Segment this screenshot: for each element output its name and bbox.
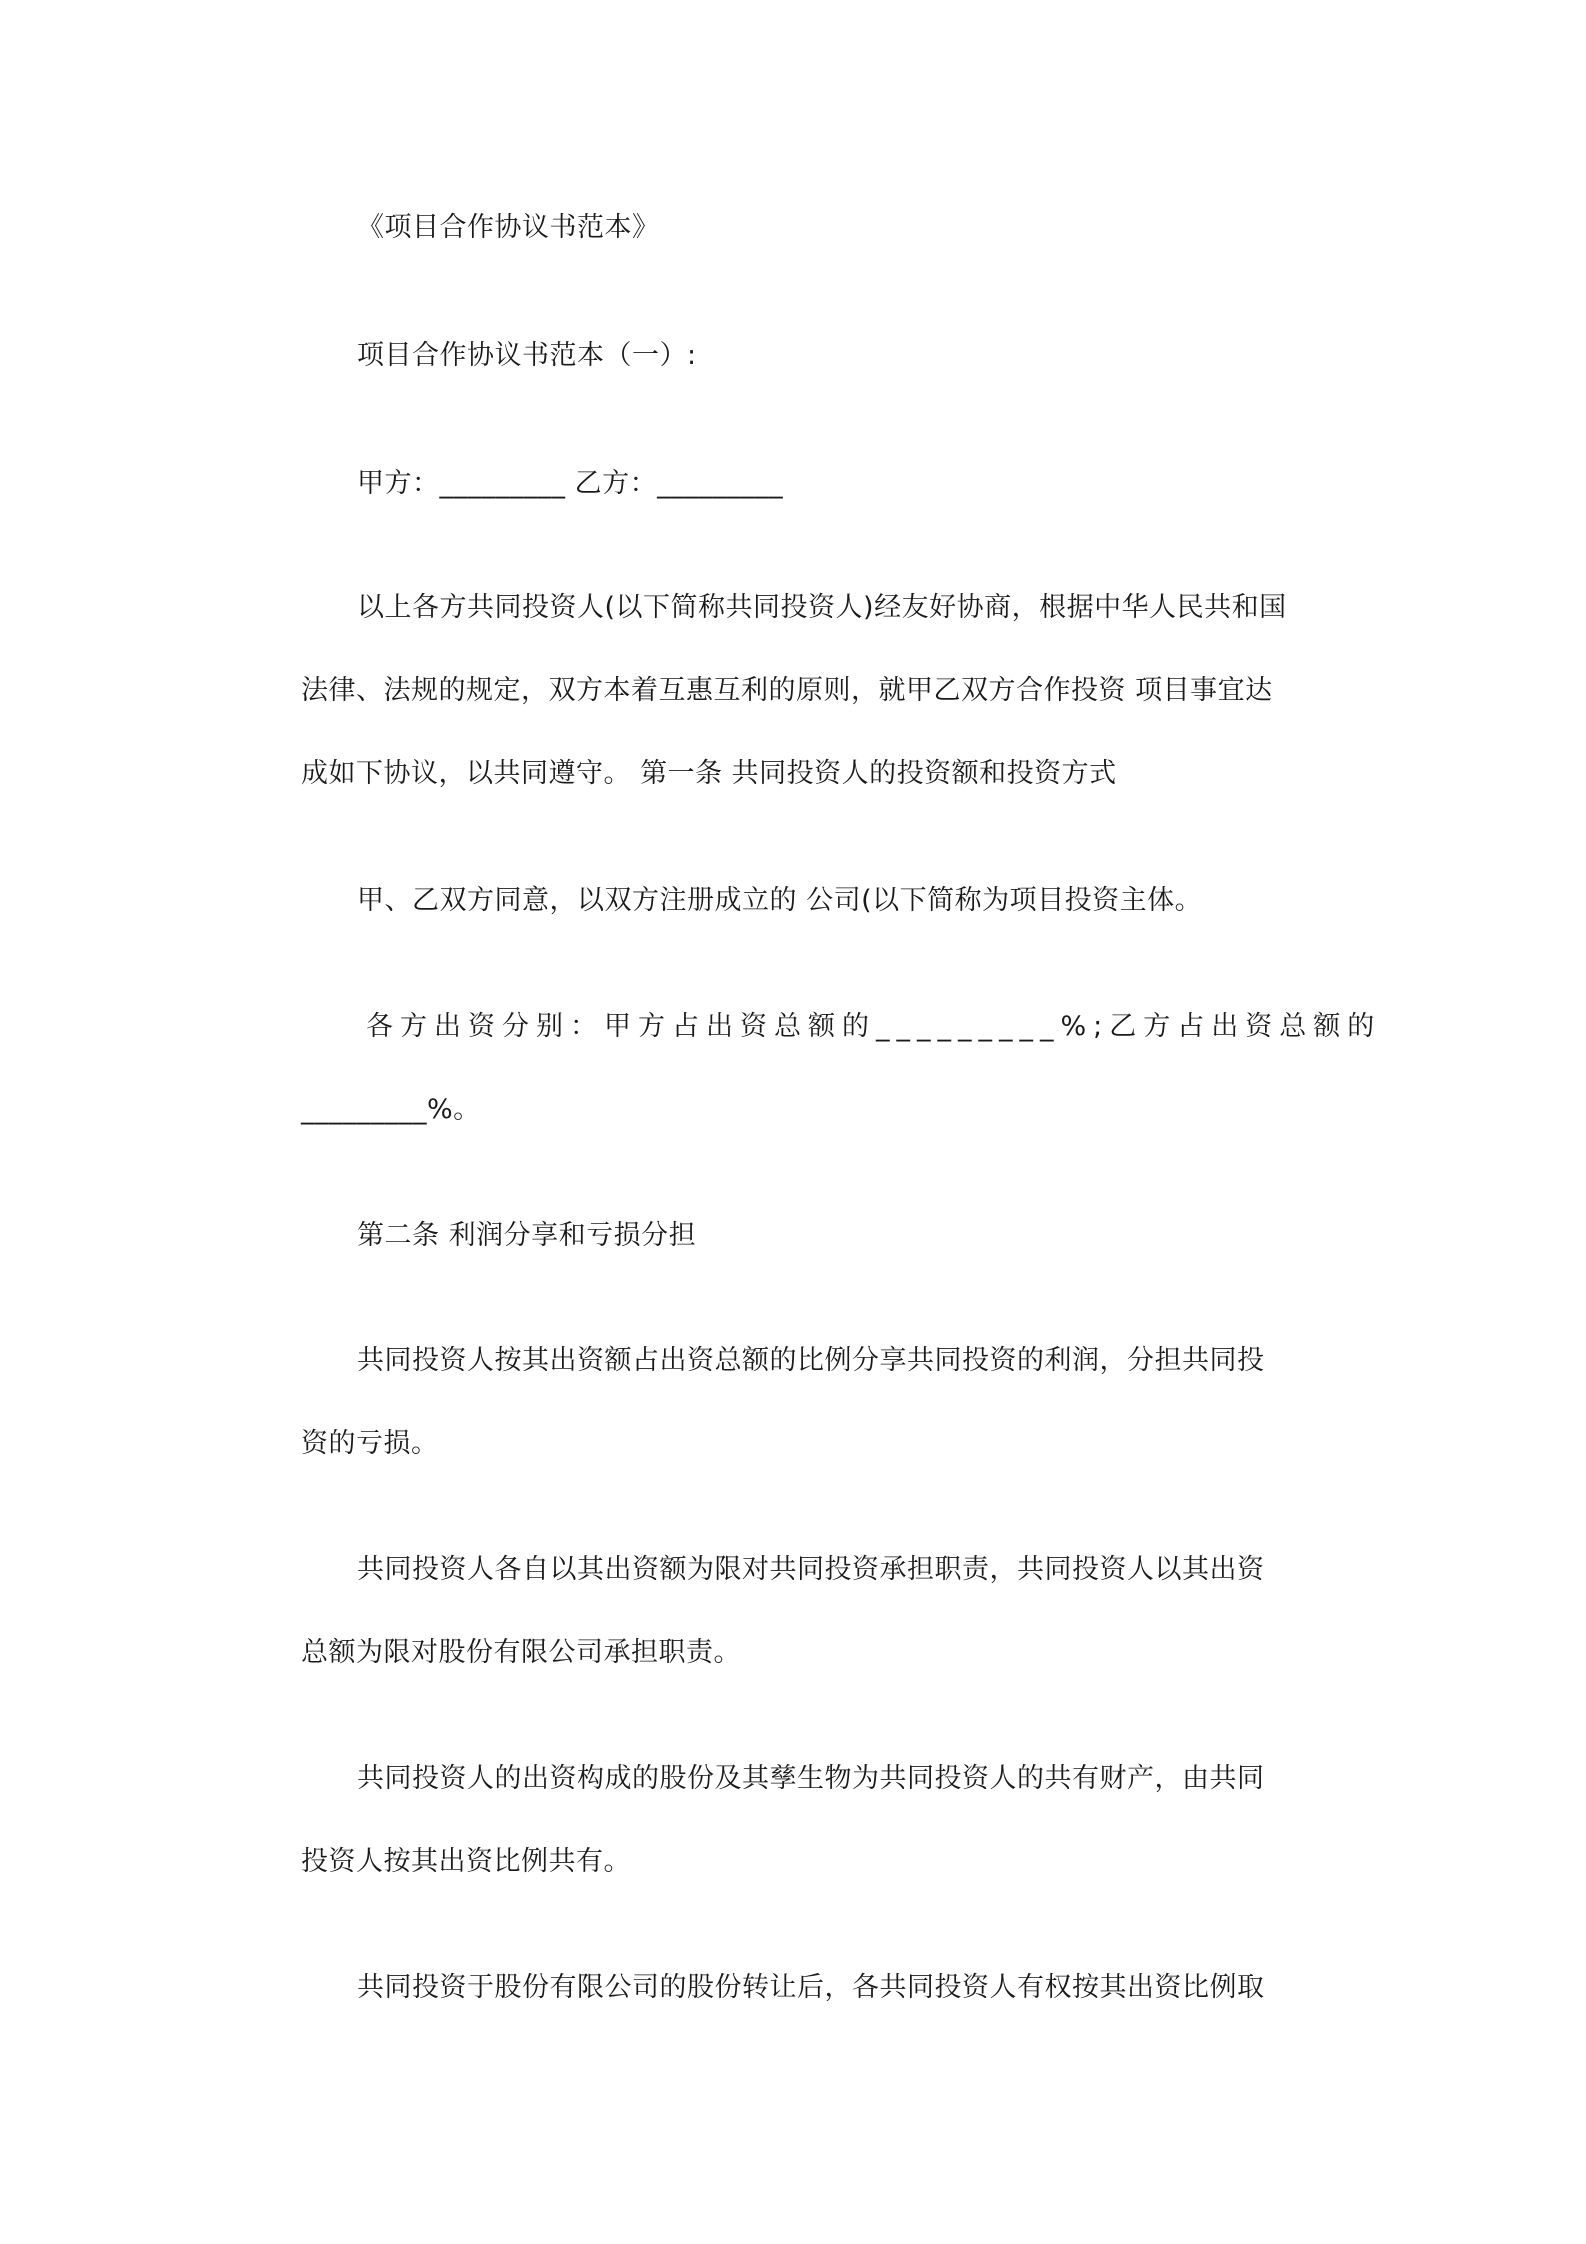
paragraph-line: 共同投资于股份有限公司的股份转让后，各共同投资人有权按其出资比例取 [357,1972,1265,2003]
paragraph-line: 法律、法规的规定，双方本着互惠互利的原则，就甲乙双方合作投资 项目事宜达 [301,675,1273,706]
paragraph-line: _________%。 [301,1094,481,1125]
paragraph-line: 共同投资人的出资构成的股份及其孳生物为共同投资人的共有财产，由共同 [357,1763,1265,1794]
document-title: 《项目合作协议书范本》 [357,212,660,243]
paragraph-line: 总额为限对股份有限公司承担职责。 [301,1637,741,1668]
paragraph-line: 投资人按其出资比例共有。 [301,1846,631,1877]
paragraph-line: 以上各方共同投资人(以下简称共同投资人)经友好协商，根据中华人民共和国 [357,592,1287,623]
parties-line: 甲方：_________ 乙方：_________ [357,468,784,499]
paragraph-line: 成如下协议，以共同遵守。 第一条 共同投资人的投资额和投资方式 [301,758,1117,789]
paragraph-line: 甲、乙双方同意，以双方注册成立的 公司(以下简称为项目投资主体。 [357,885,1203,916]
document-subtitle: 项目合作协议书范本（一）: [357,340,697,371]
paragraph-line: 共同投资人按其出资额占出资总额的比例分享共同投资的利润，分担共同投 [357,1345,1265,1376]
paragraph-line: 资的亏损。 [301,1428,439,1459]
paragraph-line: 共同投资人各自以其出资额为限对共同投资承担职责，共同投资人以其出资 [357,1554,1265,1585]
paragraph-line: 各方出资分别：甲方占出资总额的_________%;乙方占出资总额的 [366,1011,1382,1042]
section-heading: 第二条 利润分享和亏损分担 [357,1220,697,1251]
